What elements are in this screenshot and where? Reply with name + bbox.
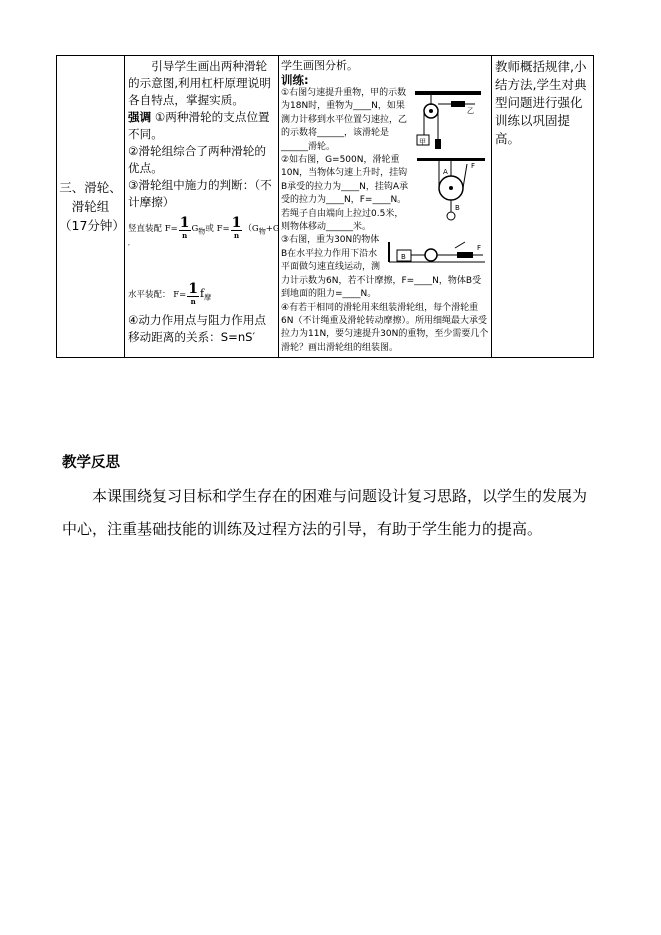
student-heading: 学生画图分析。 — [281, 59, 358, 72]
stage-line-2: 滑轮组 — [71, 199, 110, 215]
student-activity-cell — [279, 56, 492, 358]
teacher-activity-cell — [125, 56, 279, 358]
g-total-open: （G — [243, 224, 259, 234]
fraction-denominator-3: n — [190, 297, 196, 306]
friction-symbol: f — [200, 287, 205, 300]
teacher-point-2: ②滑轮组综合了两种滑轮的优点。 — [128, 144, 266, 175]
question-1 — [281, 87, 489, 154]
teacher-point-1 — [128, 109, 275, 143]
fig2-label-f: F — [471, 162, 476, 171]
design-intent-text: 教师概括规律,小结方法,学生对典型问题进行强化训练以巩固提高。 — [495, 59, 587, 146]
vertical-label: 竖直装配 — [128, 224, 163, 234]
table-row — [57, 56, 594, 358]
teacher-intro: 引导学生画出两种滑轮的示意图,利用杠杆原理说明各自特点，掌握实质。 — [128, 59, 271, 107]
horizontal-label: 水平装配： — [128, 290, 171, 300]
fig2-label-b: B — [455, 204, 460, 213]
g-symbol: G — [191, 224, 199, 234]
fig3-label-f: F — [477, 244, 482, 253]
fraction-1-over-n-3 — [187, 283, 199, 306]
stage-cell — [57, 56, 125, 358]
fraction-denominator: n — [182, 231, 188, 240]
vertical-formula — [128, 215, 280, 257]
question-4: ④有若干相同的滑轮用来组装滑轮组，每个滑轮重6N（不计绳重及滑轮转动摩擦）。所用细绳最大承受拉力为11N，要匀速提升30N的重物，至少需要几个滑轮？画出滑轮组的组装图。 — [281, 302, 489, 353]
stage-line-1: 三、滑轮、 — [59, 180, 122, 196]
pulley-figure-3 — [387, 236, 487, 270]
fraction-numerator-3: 1 — [188, 281, 198, 297]
or-word: 或 — [205, 224, 214, 234]
pulley-figure-1 — [411, 89, 487, 151]
teacher-point-3: ③滑轮组中施力的判断：（不计摩擦） — [128, 178, 272, 209]
friction-subscript: 摩 — [204, 292, 212, 302]
question-2-text: ②如右图，G=500N，滑轮重10N，当物体匀速上升时，挂钩B承受的拉力为____N，挂钩A承受的拉力为____N，F=____N。若绳子自由端向上拉过0.5米，则物体移动______米。 — [281, 155, 409, 233]
training-label: 训练: — [281, 73, 309, 87]
f-equals-3: F= — [173, 290, 187, 300]
f-equals: F= — [164, 224, 178, 234]
g-subscript: 物 — [198, 226, 206, 236]
point-1-text: ①两种滑轮的支点位置不同。 — [128, 110, 270, 141]
lesson-table — [56, 55, 594, 358]
fraction-1-over-n-2 — [231, 217, 243, 240]
g-plus: +G — [265, 224, 280, 234]
fraction-denominator-2: n — [233, 231, 240, 240]
teacher-point-4: ④动力作用点与阻力作用点移动距离的关系：S=nS′ — [128, 313, 266, 344]
g-total-subscript: 物 — [258, 226, 266, 236]
question-3-text: ③右图，重为30N的物体B在水平拉力作用下沿水平面做匀速直线运动，测力计示数为6N，若不计摩擦，F=____N，物体B受到地面的阻力=____N。 — [281, 235, 482, 300]
horizontal-formula — [128, 283, 275, 306]
emphasis-label: 强调 — [128, 110, 152, 124]
prime-mark: ′ — [128, 243, 130, 253]
fig3-label-b: B — [401, 253, 406, 262]
fig1-label-yi: 乙 — [467, 107, 474, 115]
question-2 — [281, 154, 489, 234]
question-1-text: ①右图匀速提升重物，甲的示数为18N时，重物为____N，如果测力计移到水平位置匀速拉，乙的示数将______，该滑轮是______滑轮。 — [281, 88, 408, 152]
f-equals-2: F= — [216, 224, 230, 234]
question-3 — [281, 234, 489, 301]
fig1-label-jia: 甲 — [419, 138, 426, 146]
design-intent-cell — [492, 56, 594, 358]
pulley-figure-2 — [415, 156, 487, 228]
fraction-1-over-n — [179, 217, 191, 240]
reflection-body: 本课围绕复习目标和学生存在的困难与问题设计复习思路，以学生的发展为中心，注重基础技能的训练及过程方法的引导，有助于学生能力的提高。 — [62, 487, 588, 538]
reflection-title: 教学反思 — [62, 455, 120, 471]
fraction-numerator-2: 1 — [231, 215, 242, 231]
stage-line-3: （17分钟） — [59, 218, 125, 234]
fraction-numerator: 1 — [179, 215, 190, 231]
fig2-label-a: A — [443, 168, 448, 177]
